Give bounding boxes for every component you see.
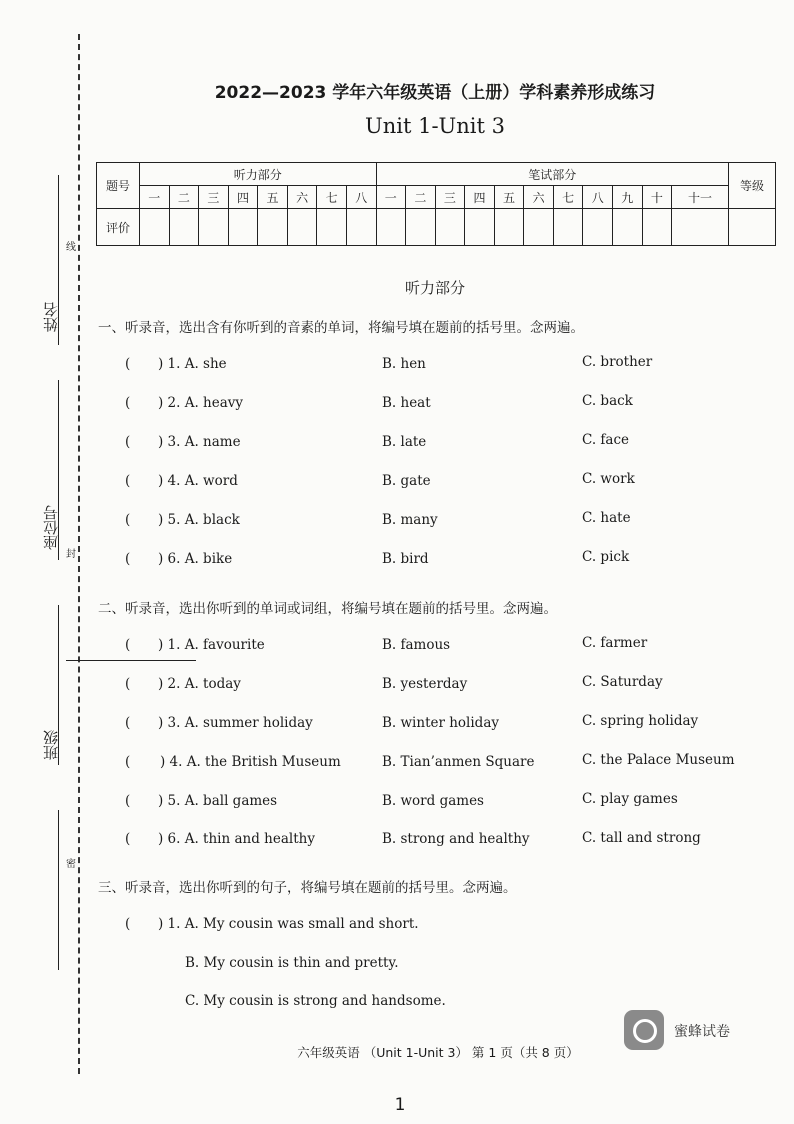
grade-cell[interactable] <box>729 209 776 246</box>
option-a: ) 4. A. the British Museum <box>160 754 341 770</box>
listening-num: 一 <box>140 186 170 209</box>
listening-num: 四 <box>228 186 258 209</box>
writing-num: 七 <box>553 186 583 209</box>
answer-paren[interactable]: ( <box>125 356 131 372</box>
option-b: B. many <box>382 512 438 528</box>
seal-mark-mi: 密 <box>66 859 76 870</box>
option-c: C. the Palace Museum <box>582 752 735 768</box>
eval-cell[interactable] <box>494 209 524 246</box>
page-title: 2022—2023 学年六年级英语（上册）学科素养形成练习 <box>214 83 656 103</box>
writing-num: 二 <box>406 186 436 209</box>
listening-num: 二 <box>169 186 199 209</box>
writing-num: 四 <box>465 186 495 209</box>
seal-mark-xian: 线 <box>66 242 76 253</box>
option-b: B. winter holiday <box>382 715 500 731</box>
writing-num: 十一 <box>672 186 729 209</box>
part3-heading: 三、听录音，选出你听到的句子，将编号填在题前的括号里。念两遍。 <box>98 880 517 896</box>
option-b: B. heat <box>382 395 431 411</box>
writing-num: 一 <box>376 186 406 209</box>
option-b: B. My cousin is thin and pretty. <box>185 955 399 971</box>
eval-cell[interactable] <box>140 209 170 246</box>
option-c: C. brother <box>582 354 653 370</box>
eval-cell[interactable] <box>465 209 495 246</box>
option-a: ) 1. A. favourite <box>158 637 265 653</box>
watermark-text: 蜜蜂试卷 <box>674 1024 730 1040</box>
class-label: 班级 <box>42 730 60 760</box>
option-c: C. farmer <box>582 635 648 651</box>
answer-paren[interactable]: ( <box>125 473 131 489</box>
listening-num: 六 <box>287 186 317 209</box>
eval-cell[interactable] <box>406 209 436 246</box>
option-b: B. word games <box>382 793 484 809</box>
option-a: ) 4. A. word <box>158 473 238 489</box>
option-c: C. tall and strong <box>582 830 701 846</box>
option-a: ) 2. A. heavy <box>158 395 244 411</box>
option-c: C. play games <box>582 791 678 807</box>
option-a: ) 1. A. My cousin was small and short. <box>158 916 419 932</box>
seat-label: 座位号 <box>42 505 60 550</box>
option-c: C. back <box>582 393 633 409</box>
extra-write-line <box>58 810 59 970</box>
listening-num: 八 <box>346 186 376 209</box>
option-b: B. gate <box>382 473 431 489</box>
option-b: B. bird <box>382 551 429 567</box>
listening-num: 三 <box>199 186 229 209</box>
eval-cell[interactable] <box>169 209 199 246</box>
listening-header: 听力部分 <box>140 163 377 186</box>
eval-cell[interactable] <box>613 209 643 246</box>
option-c: C. face <box>582 432 630 448</box>
option-b: B. Tian’anmen Square <box>382 754 535 770</box>
part1-heading: 一、听录音，选出含有你听到的音素的单词，将编号填在题前的括号里。念两遍。 <box>98 320 584 336</box>
option-c: C. spring holiday <box>582 713 699 729</box>
eval-cell[interactable] <box>317 209 347 246</box>
answer-paren[interactable]: ( <box>125 916 131 932</box>
option-a: ) 3. A. name <box>158 434 241 450</box>
eval-cell[interactable] <box>287 209 317 246</box>
option-c: C. hate <box>582 510 631 526</box>
writing-num: 三 <box>435 186 465 209</box>
eval-cell[interactable] <box>346 209 376 246</box>
eval-cell[interactable] <box>258 209 288 246</box>
option-c: C. My cousin is strong and handsome. <box>185 993 446 1009</box>
option-b: B. famous <box>382 637 451 653</box>
answer-paren[interactable]: ( <box>125 793 131 809</box>
stray-line <box>66 660 196 661</box>
binding-dashed-line <box>78 34 80 1074</box>
option-a: ) 2. A. today <box>158 676 241 692</box>
row-label-tihao: 题号 <box>97 163 140 209</box>
writing-header: 笔试部分 <box>376 163 729 186</box>
grade-header: 等级 <box>729 163 776 209</box>
option-b: B. strong and healthy <box>382 831 530 847</box>
eval-cell[interactable] <box>524 209 554 246</box>
option-b: B. hen <box>382 356 426 372</box>
answer-paren[interactable]: ( <box>125 676 131 692</box>
option-c: C. work <box>582 471 635 487</box>
score-table <box>96 162 776 246</box>
option-a: ) 1. A. she <box>158 356 227 372</box>
page-footer: 六年级英语 （Unit 1-Unit 3） 第 1 页（共 8 页） <box>297 1045 579 1060</box>
option-a: ) 5. A. ball games <box>158 793 278 809</box>
answer-paren[interactable]: ( <box>125 715 131 731</box>
eval-cell[interactable] <box>199 209 229 246</box>
option-b: B. yesterday <box>382 676 468 692</box>
writing-num: 九 <box>613 186 643 209</box>
part2-heading: 二、听录音，选出你听到的单词或词组，将编号填在题前的括号里。念两遍。 <box>98 601 557 617</box>
eval-cell[interactable] <box>435 209 465 246</box>
option-a: ) 3. A. summer holiday <box>158 715 313 731</box>
writing-num: 十 <box>642 186 672 209</box>
row-label-pingjia: 评价 <box>97 209 140 246</box>
page-number: 1 <box>394 1095 406 1115</box>
writing-num: 八 <box>583 186 613 209</box>
answer-paren[interactable]: ( <box>125 395 131 411</box>
option-c: C. pick <box>582 549 630 565</box>
answer-paren[interactable]: ( <box>125 754 131 770</box>
eval-cell[interactable] <box>553 209 583 246</box>
answer-paren[interactable]: ( <box>125 434 131 450</box>
option-a: ) 6. A. bike <box>158 551 233 567</box>
name-label: 姓名 <box>42 302 60 332</box>
option-a: ) 5. A. black <box>158 512 240 528</box>
section-title-listening: 听力部分 <box>404 279 465 297</box>
answer-paren[interactable]: ( <box>125 831 131 847</box>
eval-cell[interactable] <box>642 209 672 246</box>
option-b: B. late <box>382 434 427 450</box>
writing-num: 五 <box>494 186 524 209</box>
listening-num: 七 <box>317 186 347 209</box>
answer-paren[interactable]: ( <box>125 637 131 653</box>
page-subtitle: Unit 1-Unit 3 <box>365 114 505 138</box>
option-c: C. Saturday <box>582 674 663 690</box>
eval-cell[interactable] <box>228 209 258 246</box>
eval-cell[interactable] <box>583 209 613 246</box>
eval-cell[interactable] <box>672 209 729 246</box>
eval-cell[interactable] <box>376 209 406 246</box>
option-a: ) 6. A. thin and healthy <box>158 831 315 847</box>
answer-paren[interactable]: ( <box>125 551 131 567</box>
answer-paren[interactable]: ( <box>125 512 131 528</box>
listening-num: 五 <box>258 186 288 209</box>
writing-num: 六 <box>524 186 554 209</box>
seal-mark-feng: 封 <box>66 549 76 560</box>
